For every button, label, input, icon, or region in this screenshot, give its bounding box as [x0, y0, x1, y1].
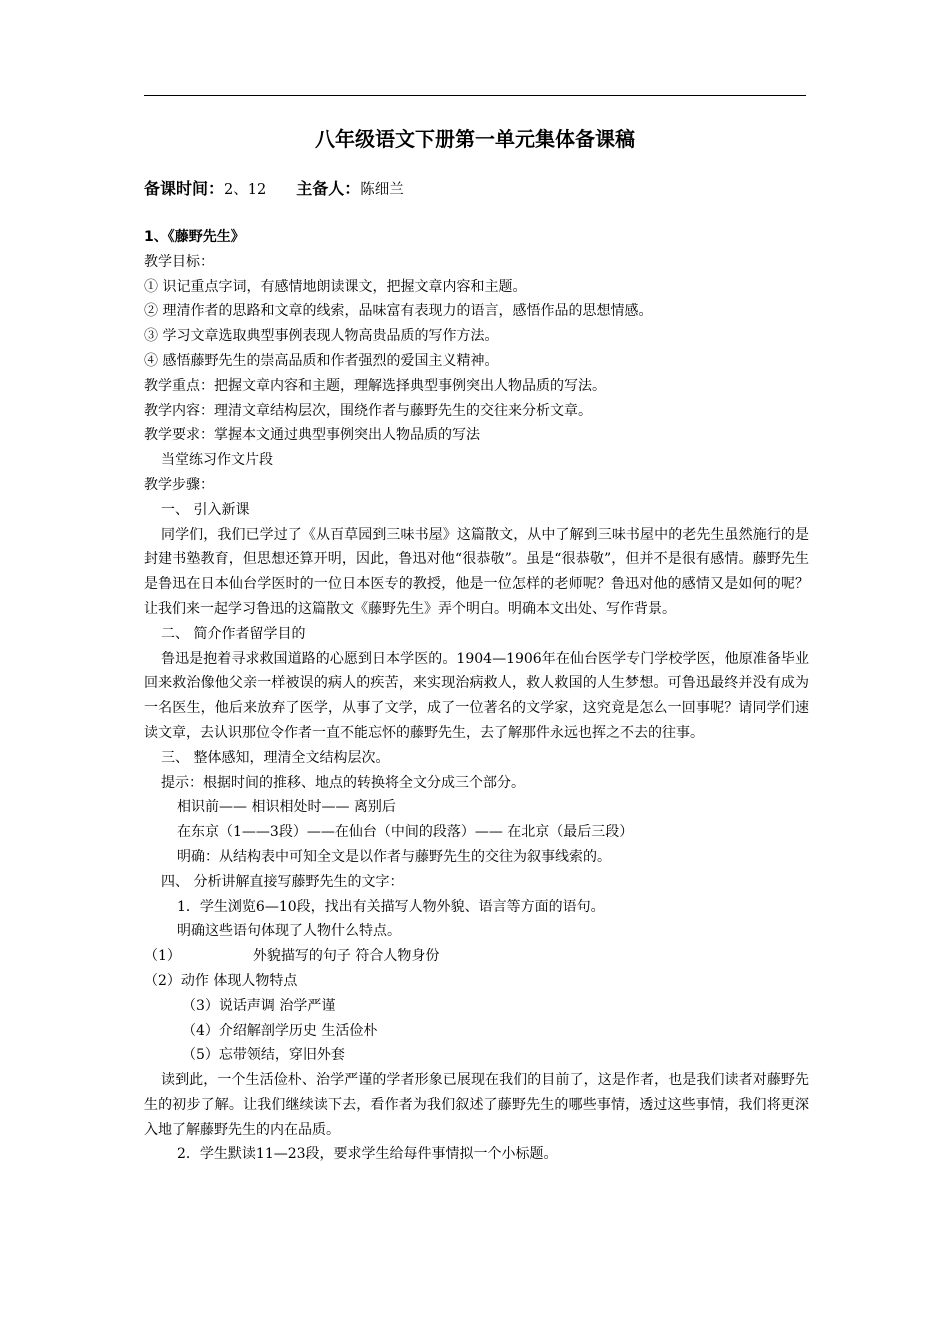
step-1-heading: 一、 引入新课 [161, 501, 250, 518]
page-title: 八年级语文下册第一单元集体备课稿 [315, 127, 635, 151]
author-value: 陈细兰 [360, 182, 404, 198]
hint-line: 提示：根据时间的推移、地点的转换将全文分成三个部分。 [161, 774, 525, 791]
item-3: （3）说话声调 治学严谨 [182, 997, 336, 1014]
item-5: （5）忘带领结，穿旧外套 [182, 1047, 345, 1064]
lesson-meta [144, 176, 404, 199]
goals-label: 教学目标： [144, 253, 214, 270]
structure-line-1: 相识前—— 相识相处时—— 离别后 [177, 799, 396, 816]
header-rule [144, 95, 806, 96]
question-1-b: 明确这些语句体现了人物什么特点。 [177, 923, 401, 940]
goal-4: ④ 感悟藤野先生的崇高品质和作者强烈的爱国主义精神。 [144, 352, 499, 369]
teaching-content: 教学内容：理清文章结构层次，围绕作者与藤野先生的交往来分析文章。 [144, 402, 592, 419]
question-1: 1．学生浏览6—10段，找出有关描写人物外貌、语言等方面的语句。 [177, 898, 605, 915]
section-title: 1、《藤野先生》 [144, 229, 245, 245]
step-4-heading: 四、 分析讲解直接写藤野先生的文字： [161, 873, 404, 890]
teaching-focus: 教学重点：把握文章内容和主题，理解选择典型事例突出人物品质的写法。 [144, 377, 606, 394]
item-2: （2）动作 体现人物特点 [144, 972, 298, 989]
structure-line-3: 明确：从结构表中可知全文是以作者与藤野先生的交往为叙事线索的。 [177, 848, 611, 865]
question-2: 2．学生默读11—23段，要求学生给每件事情拟一个小标题。 [177, 1146, 558, 1163]
steps-label: 教学步骤： [144, 476, 214, 493]
item-4: （4）介绍解剖学历史 生活俭朴 [182, 1022, 378, 1039]
paragraph-intro: 同学们，我们已学过了《从百草园到三味书屋》这篇散文，从中了解到三味书屋中的老先生虽然施行的是封建书塾教育，但思想还算开明，因此，鲁迅对他“很恭敬”。虽是“很恭敬”，但并不是很有感情。藤野先生是鲁迅在日本仙台学医时的一位日本医专的教授，他是一位怎样的老师呢？鲁迅对他的感情又是如何的呢？让我们来一起学习鲁迅的这篇散文《藤野先生》弄个明白。明确本文出处、写作背景。 [144, 526, 809, 617]
item-1 [144, 944, 809, 969]
item-1-number: （1） [144, 948, 181, 965]
structure-line-2: 在东京（1——3段）——在仙台（中间的段落）—— 在北京（最后三段） [177, 824, 634, 841]
goal-2: ② 理清作者的思路和文章的线索，品味富有表现力的语言，感悟作品的思想情感。 [144, 303, 653, 320]
goal-3: ③ 学习文章选取典型事例表现人物高贵品质的写作方法。 [144, 328, 499, 345]
paragraph-author: 鲁迅是抱着寻求救国道路的心愿到日本学医的。1904—1906年在仙台医学专门学校学医，他原准备毕业回来救治像他父亲一样被误的病人的疾苦，来实现治病救人，救人救国的人生梦想。可鲁迅最终并没有成为一名医生，他后来放弃了医学，从事了文学，成了一位著名的文学家，这究竟是怎么一回事呢？请同学们速读文章，去认识那位令作者一直不能忘怀的藤野先生，去了解那件永远也挥之不去的往事。 [144, 650, 809, 741]
step-3-heading: 三、 整体感知，理清全文结构层次。 [161, 749, 390, 766]
author-label: 主备人： [296, 179, 361, 198]
item-1-text: 外貌描写的句子 符合人物身份 [252, 948, 440, 965]
goal-1: ① 识记重点字词，有感情地朗读课文，把握文章内容和主题。 [144, 278, 527, 295]
teaching-requirement: 教学要求：掌握本文通过典型事例突出人物品质的写法 [144, 427, 480, 444]
time-label: 备课时间： [144, 179, 225, 198]
time-value: 2、12 [224, 182, 267, 198]
paragraph-summary: 读到此，一个生活俭朴、治学严谨的学者形象已展现在我们的目前了，这是作者，也是我们读者对藤野先生的初步了解。让我们继续读下去，看作者为我们叙述了藤野先生的哪些事情，透过这些事情，我们将更深入地了解藤野先生的内在品质。 [144, 1072, 809, 1138]
practice-line: 当堂练习作文片段 [161, 452, 273, 469]
step-2-heading: 二、 简介作者留学目的 [161, 625, 306, 642]
lesson-body [144, 225, 809, 1167]
